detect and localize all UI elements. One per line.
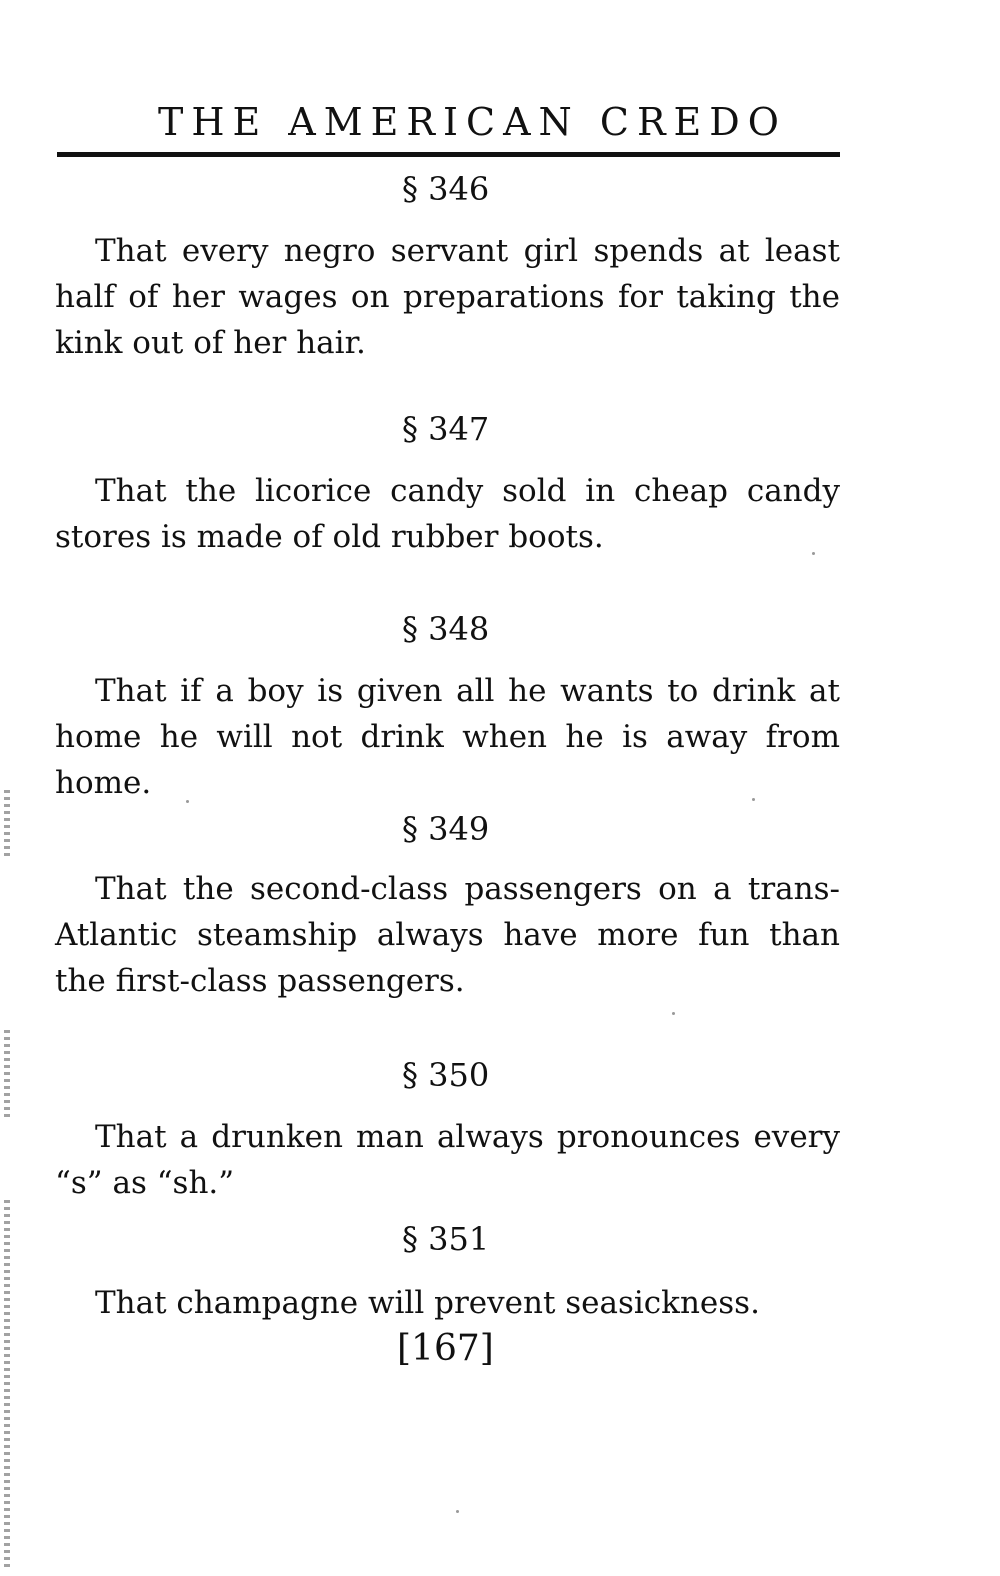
section-text-348: That if a boy is given all he wants to drink at home he will not drink when he is away from home. <box>55 673 840 801</box>
running-head-title: THE AMERICAN CREDO <box>158 100 787 144</box>
section-text-349: That the second-class passengers on a trans-Atlantic steamship always have more fun than the first-class passengers. <box>55 871 840 999</box>
section-text-351: That champagne will prevent seasickness. <box>95 1285 760 1321</box>
page-number: [167] <box>397 1328 494 1369</box>
section-number-350: § 350 <box>402 1056 490 1094</box>
section-text-350: That a drunken man always pronounces every “s” as “sh.” <box>55 1119 840 1201</box>
scan-speck <box>672 1012 675 1015</box>
scan-edge-mark <box>4 1030 10 1120</box>
scan-edge-mark <box>4 790 10 860</box>
scan-speck <box>186 800 189 803</box>
scan-speck <box>812 552 815 555</box>
section-number-346: § 346 <box>402 170 490 208</box>
section-number-348: § 348 <box>402 610 490 648</box>
header-rule <box>57 152 840 157</box>
scan-speck <box>456 1510 459 1513</box>
section-number-349: § 349 <box>402 810 490 848</box>
section-text-347: That the licorice candy sold in cheap candy stores is made of old rubber boots. <box>55 473 840 555</box>
section-text-346: That every negro servant girl spends at least half of her wages on preparations for taking the kink out of her hair. <box>55 233 840 361</box>
section-number-351: § 351 <box>402 1220 490 1258</box>
scan-edge-mark <box>4 1200 10 1570</box>
section-number-347: § 347 <box>402 410 490 448</box>
scan-speck <box>752 798 755 801</box>
